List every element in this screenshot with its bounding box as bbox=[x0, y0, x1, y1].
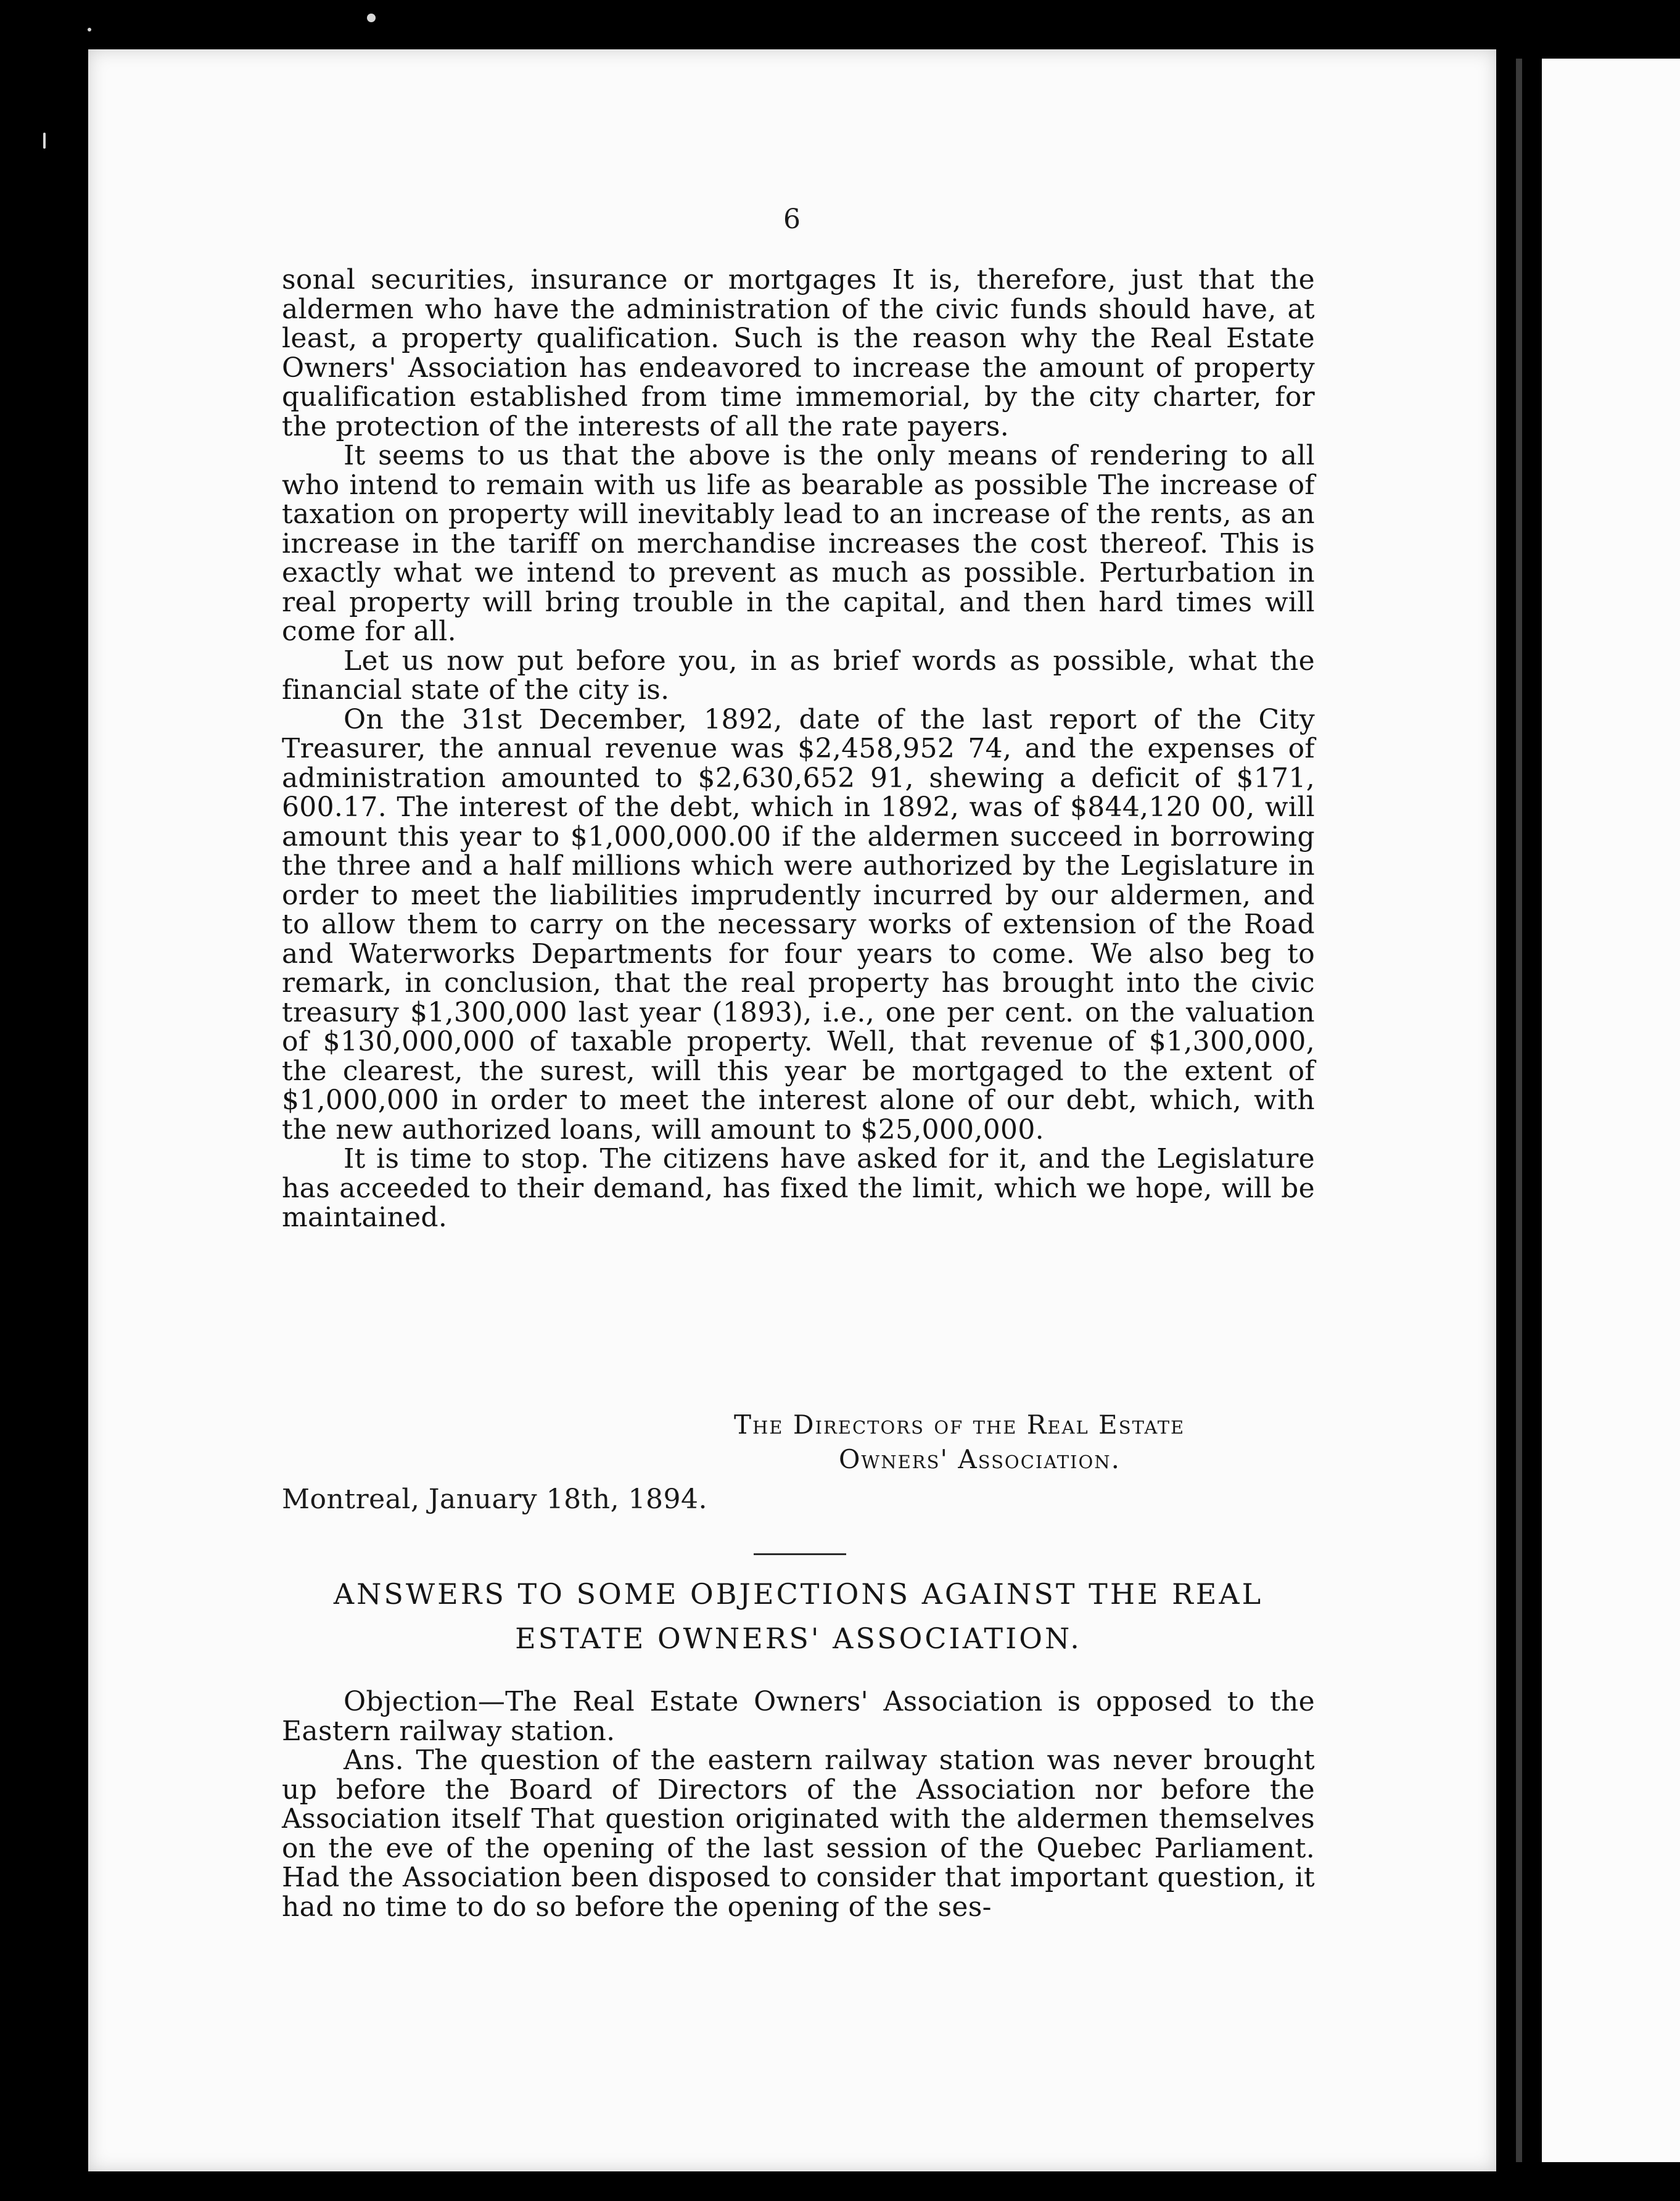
paragraph: Let us now put before you, in as brief words as possible, what the financial state of the city is. bbox=[282, 645, 1315, 706]
paragraph: It is time to stop. The citizens have asked for it, and the Legislature has acceeded to their demand, has fixed the limit, which we hope, will be maintained. bbox=[282, 1143, 1315, 1233]
signature-block bbox=[734, 1408, 1326, 1477]
adjacent-page bbox=[1542, 59, 1680, 2162]
scan-speck bbox=[88, 28, 91, 31]
signature-line: The Directors of the Real Estate bbox=[734, 1410, 1185, 1440]
paragraph: On the 31st December, 1892, date of the last report of the City Treasurer, the annual revenue was $2,458,952 74, and the expenses of administration amounted to $2,630,652 91, shewing a deficit of $171, 600.17. The interest of the debt, which in 1892, was of $844,120 00, will amount this year to $1,000,000.00 if the aldermen succeed in borrowing the three and a half millions which were authorized by the Legislature in order to meet the liabilities imprudently incurred by our aldermen, and to allow them to carry on the necessary works of extension of the Road and Waterworks Departments for four years to come. We also beg to remark, in conclusion, that the real property has brought into the civic treasury $1,300,000 last year (1893), i.e., one per cent. on the valuation of $130,000,000 of taxable property. Well, that revenue of $1,300,000, the clearest, the surest, will this year be mortgaged to the extent of $1,000,000 in order to meet the interest alone of our debt, which, with the new authorized loans, will amount to $25,000,000. bbox=[282, 703, 1315, 1146]
paragraph: Ans. The question of the eastern railway station was never brought up before the Board of Directors of the Association nor before the Association itself That question originated with the aldermen themselves on the eve of the opening of the last session of the Quebec Parliament. Had the Association been disposed to consider that important question, it had no time to do so before the opening of the ses- bbox=[282, 1745, 1315, 1923]
paragraph: Objection—The Real Estate Owners' Association is opposed to the Eastern railway station. bbox=[282, 1686, 1315, 1747]
body-text bbox=[282, 265, 1315, 1233]
answers-text bbox=[282, 1687, 1315, 1922]
heading-line: ESTATE OWNERS' ASSOCIATION. bbox=[515, 1622, 1082, 1655]
section-heading bbox=[282, 1572, 1315, 1661]
signature-line: Owners' Association. bbox=[839, 1444, 1121, 1474]
paragraph: It seems to us that the above is the only means of rendering to all who intend to remain with us life as bearable as possible The increase of taxation on property will inevitably lead to an increase of the rents, as an increase in the tariff on merchandise increases the cost thereof. This is exactly what we intend to prevent as much as possible. Perturbation in real property will bring trouble in the capital, and then hard times will come for all. bbox=[282, 440, 1315, 647]
page-gutter bbox=[1516, 59, 1522, 2162]
scan-speck bbox=[367, 14, 376, 22]
section-divider bbox=[754, 1553, 846, 1555]
dateline: Montreal, January 18th, 1894. bbox=[282, 1484, 708, 1515]
heading-line: ANSWERS TO SOME OBJECTIONS AGAINST THE REAL bbox=[333, 1577, 1264, 1611]
paragraph: sonal securities, insurance or mortgages It is, therefore, just that the aldermen who have the administration of the civic funds should have, at least, a property qualification. Such is the reason why the Real Estate Owners' Association has endeavored to increase the amount of property qualification established from time immemorial, by the city charter, for the protection of the interests of all the rate payers. bbox=[282, 264, 1315, 442]
page-number: 6 bbox=[783, 204, 801, 235]
scan-speck bbox=[43, 133, 46, 149]
